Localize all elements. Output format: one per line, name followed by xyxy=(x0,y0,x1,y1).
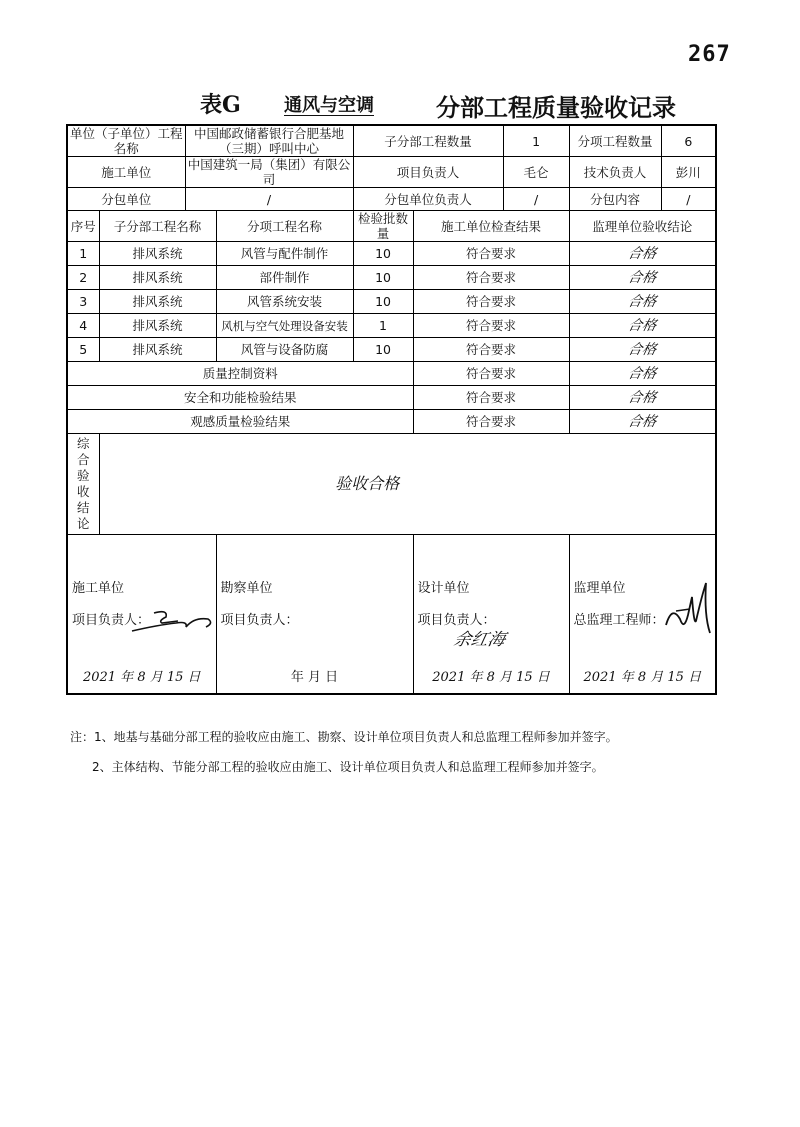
column-header-row xyxy=(67,211,716,242)
row-subdivision: 排风系统 xyxy=(99,314,216,338)
page-title xyxy=(200,86,720,120)
supervisor-handwritten-signature xyxy=(662,575,717,639)
row-batches: 10 xyxy=(353,266,413,290)
sub-count-label: 子分部工程数量 xyxy=(353,125,503,157)
conclusion-label-char: 论 xyxy=(76,516,90,531)
summary-verdict-signature: 合格 xyxy=(626,413,659,430)
item-count-value: 6 xyxy=(661,125,716,157)
item-count-label: 分项工程数量 xyxy=(569,125,661,157)
conclusion-label xyxy=(70,436,97,532)
acceptance-record-table xyxy=(66,124,717,695)
row-item: 部件制作 xyxy=(216,266,353,290)
conclusion-label-char: 收 xyxy=(76,484,90,499)
conclusion-label-char: 验 xyxy=(76,468,90,483)
sub-content-label: 分包内容 xyxy=(569,188,661,211)
conclusion-label-char: 合 xyxy=(76,452,90,467)
table-row xyxy=(67,242,716,266)
row-batches: 10 xyxy=(353,242,413,266)
row-item: 风管系统安装 xyxy=(216,290,353,314)
constructor-value: 中国建筑一局（集团）有限公司 xyxy=(185,157,353,188)
constructor-handwritten-signature xyxy=(128,601,216,641)
table-row xyxy=(67,290,716,314)
col-header-item: 分项工程名称 xyxy=(216,211,353,242)
row-item: 风机与空气处理设备安装 xyxy=(216,314,353,338)
tech-lead-value: 彭川 xyxy=(661,157,716,188)
unit-value: 中国邮政储蓄银行合肥基地（三期）呼叫中心 xyxy=(185,125,353,157)
row-subdivision: 排风系统 xyxy=(99,338,216,362)
row-no: 4 xyxy=(67,314,99,338)
sub-count-value: 1 xyxy=(503,125,569,157)
col-header-subdivision: 子分部工程名称 xyxy=(99,211,216,242)
sub-lead-value: / xyxy=(503,188,569,211)
row-result: 符合要求 xyxy=(413,314,569,338)
design-sign-date: 2021 年 8 月 15 日 xyxy=(432,670,550,685)
col-header-supervisor-result: 监理单位验收结论 xyxy=(569,211,716,242)
sub-lead-label: 分包单位负责人 xyxy=(353,188,503,211)
row-result: 符合要求 xyxy=(413,338,569,362)
table-row xyxy=(67,314,716,338)
row-batches: 1 xyxy=(353,314,413,338)
page-number: 267 xyxy=(688,42,731,67)
row-item: 风管与配件制作 xyxy=(216,242,353,266)
row-result: 符合要求 xyxy=(413,266,569,290)
row-no: 3 xyxy=(67,290,99,314)
col-header-batches: 检验批数量 xyxy=(353,211,413,242)
subcontractor-label: 分包单位 xyxy=(67,188,185,211)
summary-verdict-signature: 合格 xyxy=(626,389,659,406)
row-verdict-signature: 合格 xyxy=(626,269,659,286)
constructor-unit-label: 施工单位 xyxy=(72,581,125,596)
signature-row xyxy=(67,535,716,695)
footnote-2: 2、主体结构、节能分部工程的验收应由施工、设计单位项目负责人和总监理工程师参加并签字。 xyxy=(92,760,604,774)
survey-signature-block xyxy=(216,535,413,695)
survey-person-label: 项目负责人： xyxy=(220,613,299,628)
table-row xyxy=(67,266,716,290)
summary-result: 符合要求 xyxy=(413,386,569,410)
row-verdict-signature: 合格 xyxy=(626,293,659,310)
design-person-label: 项目负责人： xyxy=(417,613,496,628)
supervisor-signature-block xyxy=(569,535,716,695)
row-result: 符合要求 xyxy=(413,290,569,314)
row-subdivision: 排风系统 xyxy=(99,242,216,266)
conclusion-row xyxy=(67,434,716,535)
col-header-constructor-result: 施工单位检查结果 xyxy=(413,211,569,242)
summary-result: 符合要求 xyxy=(413,410,569,434)
summary-label: 观感质量检验结果 xyxy=(67,410,413,434)
table-row xyxy=(67,338,716,362)
footnotes xyxy=(70,722,750,782)
row-verdict-signature: 合格 xyxy=(626,245,659,262)
survey-sign-date: 年 月 日 xyxy=(290,670,339,685)
summary-row xyxy=(67,386,716,410)
form-title: 分部工程质量验收记录 xyxy=(436,93,676,122)
col-header-no: 序号 xyxy=(67,211,99,242)
row-item: 风管与设备防腐 xyxy=(216,338,353,362)
summary-row xyxy=(67,362,716,386)
design-unit-label: 设计单位 xyxy=(417,581,470,596)
sub-content-value: / xyxy=(661,188,716,211)
row-subdivision: 排风系统 xyxy=(99,290,216,314)
summary-row xyxy=(67,410,716,434)
header-row-unit xyxy=(67,125,716,157)
row-subdivision: 排风系统 xyxy=(99,266,216,290)
summary-label: 质量控制资料 xyxy=(67,362,413,386)
header-row-subcontractor xyxy=(67,188,716,211)
conclusion-value: 验收合格 xyxy=(335,474,400,493)
tech-lead-label: 技术负责人 xyxy=(569,157,661,188)
summary-verdict-signature: 合格 xyxy=(626,365,659,382)
supervisor-person-label: 总监理工程师： xyxy=(573,613,665,628)
constructor-signature-block xyxy=(67,535,216,695)
row-no: 2 xyxy=(67,266,99,290)
unit-label: 单位（子单位）工程名称 xyxy=(67,125,185,157)
row-verdict-signature: 合格 xyxy=(626,317,659,334)
supervisor-unit-label: 监理单位 xyxy=(573,581,626,596)
project-lead-value: 毛仑 xyxy=(503,157,569,188)
form-code: 表G xyxy=(200,92,241,118)
conclusion-label-cell xyxy=(67,434,99,535)
design-signature-block xyxy=(413,535,569,695)
section-name: 通风与空调 xyxy=(284,95,374,116)
conclusion-label-char: 结 xyxy=(76,500,90,515)
summary-label: 安全和功能检验结果 xyxy=(67,386,413,410)
summary-result: 符合要求 xyxy=(413,362,569,386)
row-result: 符合要求 xyxy=(413,242,569,266)
row-batches: 10 xyxy=(353,290,413,314)
row-no: 1 xyxy=(67,242,99,266)
row-no: 5 xyxy=(67,338,99,362)
constructor-person-label: 项目负责人： xyxy=(72,613,151,628)
subcontractor-value: / xyxy=(185,188,353,211)
design-handwritten-signature: 余红海 xyxy=(451,630,507,650)
constructor-sign-date: 2021 年 8 月 15 日 xyxy=(82,670,201,685)
conclusion-label-char: 综 xyxy=(76,436,90,451)
supervisor-sign-date: 2021 年 8 月 15 日 xyxy=(583,670,702,685)
survey-unit-label: 勘察单位 xyxy=(220,581,273,596)
project-lead-label: 项目负责人 xyxy=(353,157,503,188)
constructor-label: 施工单位 xyxy=(67,157,185,188)
row-batches: 10 xyxy=(353,338,413,362)
header-row-constructor xyxy=(67,157,716,188)
footnote-1: 注：1、地基与基础分部工程的验收应由施工、勘察、设计单位项目负责人和总监理工程师参加并签字。 xyxy=(70,730,618,744)
row-verdict-signature: 合格 xyxy=(626,341,659,358)
